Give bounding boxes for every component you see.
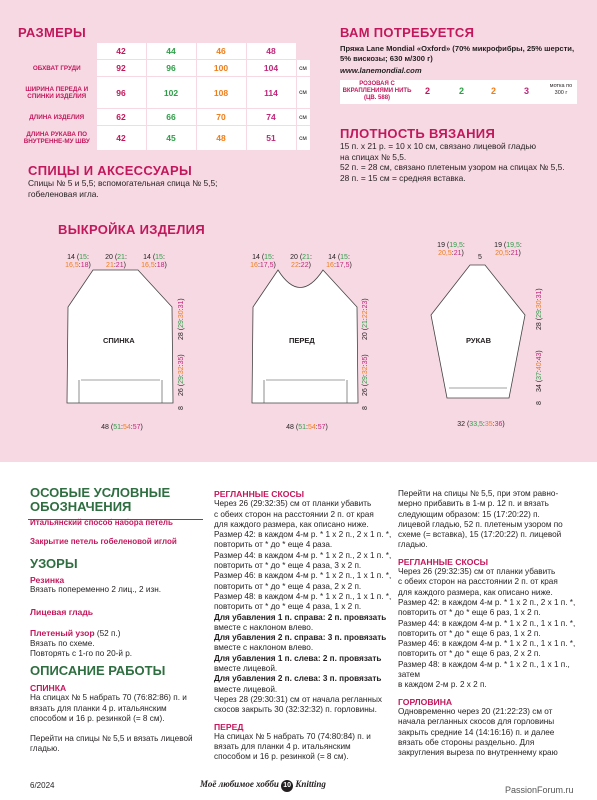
legend-item: Закрытие петель гобеленовой иглой xyxy=(30,537,177,547)
back-title: СПИНКА xyxy=(30,683,67,693)
dim: 19,5 xyxy=(506,242,520,249)
cell: 104 xyxy=(246,60,296,77)
legend-item: Итальянский способ набора петель xyxy=(30,518,173,527)
watermark: PassionForum.ru xyxy=(505,785,574,795)
cell: 108 xyxy=(196,77,246,109)
row-label: ОБХВАТ ГРУДИ xyxy=(32,64,81,72)
text-line: Размер 46: в каждом 4-м р. * 1 х 2 п., 1 х 1 п. *, xyxy=(214,571,392,581)
text-line: Через 28 (29:30:31) см от начала регланных xyxy=(214,694,382,704)
dim: 35 xyxy=(362,356,369,365)
dim: 18 xyxy=(156,262,165,269)
dim: 21 xyxy=(362,320,369,328)
row-label: ДЛИНА РУКАВА ПО ВНУТРЕННЕ-МУ ШВУ xyxy=(23,131,90,145)
cell: 92 xyxy=(96,60,146,77)
density-text xyxy=(340,141,590,183)
text-line: повторить от * до * еще 4 раза, 1 х 2 п. xyxy=(214,602,362,612)
braid-title: Плетеный узор xyxy=(30,627,95,638)
front-top-right: 14 (15: 16:17,5) xyxy=(326,254,352,269)
text-line: закрыть средние 14 (14:16:16) п. и далее xyxy=(398,727,555,737)
yarn-qty-2: 2 xyxy=(491,86,497,96)
text-line: Для убавления 1 п. справа: 2 п. провязать xyxy=(214,612,387,622)
dim: 51 xyxy=(298,424,307,431)
row-label: ШИРИНА ПЕРЕДА И СПИНКИ ИЗДЕЛИЯ xyxy=(25,85,89,100)
text-line: Размер 48: в каждом 4-м р. * 1 х 2 п., 1 х 1 п., затем xyxy=(398,659,570,680)
dim: 21 xyxy=(510,250,519,257)
size-head-1: 44 xyxy=(146,43,196,60)
dim: 31 xyxy=(178,300,185,309)
legend-list xyxy=(30,516,205,548)
dim: 26 xyxy=(362,388,369,396)
text-line: Размер 42: в каждом 4-м р. * 1 х 2 п., 2 х 1 п. *, xyxy=(398,597,576,607)
unit: см xyxy=(296,60,310,77)
text-line: способом и 16 р. резинкой (= 8 см). xyxy=(214,752,349,762)
dim: 14 xyxy=(67,254,75,261)
front-top-left: 14 (15: 16:17,5) xyxy=(250,254,276,269)
dim: 14 xyxy=(143,254,151,261)
density-line: 52 п. = 28 см, связано плетеным узором на спицах № 5,5. xyxy=(340,162,565,172)
unit: см xyxy=(296,77,310,109)
text-line: вместе лицевой. xyxy=(214,664,278,674)
cell: 70 xyxy=(196,109,246,126)
section-name: Knitting xyxy=(295,779,326,789)
dim: 54 xyxy=(307,424,316,431)
dim: 29 xyxy=(536,310,543,318)
dim: 32 xyxy=(178,366,185,375)
text-line: Для убавления 2 п. слева: 3 п. провязать xyxy=(214,674,382,684)
rib-text: Вязать попеременно 2 лиц., 2 изн. xyxy=(30,585,161,595)
text-line: мерно прибавить в 1-м р. 12 п. и вязать xyxy=(398,499,549,509)
dim: 33,5 xyxy=(469,421,483,428)
dim: 15 xyxy=(340,254,348,261)
pattern-title: ВЫКРОЙКА ИЗДЕЛИЯ xyxy=(58,222,205,237)
text-line: вместе с наклоном влево. xyxy=(214,643,314,653)
cell: 45 xyxy=(146,126,196,151)
sleeve-top-mid: 5 xyxy=(478,254,482,261)
dim: 14 xyxy=(328,254,336,261)
dim: 28 xyxy=(178,332,185,340)
dim: 21 xyxy=(117,254,125,261)
raglan-title-2: РЕГЛАННЫЕ СКОСЫ xyxy=(398,556,489,567)
text-line: гладью. xyxy=(398,540,428,550)
yarn-unit: мотка по 300 г xyxy=(549,83,573,96)
text-line: повторить от * до * еще 6 раз, 1 х 2 п. xyxy=(398,628,541,638)
dim: 29 xyxy=(178,376,185,384)
dim: 26 xyxy=(178,388,185,396)
dim: 20 xyxy=(105,254,113,261)
back-line: способом и 16 р. резинкой (= 8 см). xyxy=(30,713,165,723)
back-rib: 8 xyxy=(178,406,185,410)
sleeve-label: РУКАВ xyxy=(466,336,491,345)
text-line: Размер 46: в каждом 4-м р. * 1 х 2 п., 1 х 1 п. *, xyxy=(398,639,576,649)
dim: 16 xyxy=(250,262,258,269)
text-line: схеме (= вставка), 15 (17:20:22) п. лицевой xyxy=(398,530,562,540)
cell: 51 xyxy=(246,126,296,151)
dim: 34 xyxy=(536,384,543,392)
front-title: ПЕРЕД xyxy=(214,721,244,732)
dim: 19,5 xyxy=(449,242,463,249)
dim: 19 xyxy=(437,242,445,249)
magazine-name: Моё любимое хобби xyxy=(200,779,279,789)
cell: 42 xyxy=(96,126,146,151)
size-head-2: 46 xyxy=(196,43,246,60)
front-side: 26 (29:32:35) xyxy=(362,354,369,396)
text-line: с обеих сторон на расстоянии 2 п. от края xyxy=(398,577,558,587)
sizes-title: РАЗМЕРЫ xyxy=(18,25,87,40)
sleeve-top-left: 19 (19,5: 20,5:21) xyxy=(437,242,465,257)
sleeve-raglan: 28 (29:30:31) xyxy=(536,288,543,330)
cell: 48 xyxy=(196,126,246,151)
col3 xyxy=(398,489,588,758)
text-line: Одновременно через 20 (21:22:23) см от xyxy=(398,706,553,716)
dim: 57 xyxy=(317,424,326,431)
text-line: вместе лицевой. xyxy=(214,684,278,694)
back-top-right: 14 (15: 16,5:18) xyxy=(141,254,167,269)
issue-number: 6/2024 xyxy=(30,781,55,790)
text-line: вместе с наклоном влево. xyxy=(214,622,314,632)
unit: см xyxy=(296,126,310,151)
dim: 29 xyxy=(362,376,369,384)
dim: 54 xyxy=(122,424,131,431)
dim: 22 xyxy=(300,262,309,269)
dim: 48 xyxy=(101,424,109,431)
text-line: Через 26 (29:32:35) см от планки убавить xyxy=(398,567,556,577)
dim: 19 xyxy=(494,242,502,249)
density-title: ПЛОТНОСТЬ ВЯЗАНИЯ xyxy=(340,126,496,141)
text-line: вязать обе стороны раздельно. Для xyxy=(398,737,535,747)
dim: 31 xyxy=(536,290,543,299)
dim: 22 xyxy=(291,262,299,269)
cell: 102 xyxy=(146,77,196,109)
dim: 30 xyxy=(178,310,185,319)
cell: 100 xyxy=(196,60,246,77)
text-line: Размер 44: в каждом 4-м р. * 1 х 2 п., 2 х 1 п. *, xyxy=(214,550,392,560)
text-line: Для убавления 2 п. справа: 3 п. провязать xyxy=(214,633,387,643)
back-line: вязать для планки 4 р. итальянским xyxy=(30,703,167,713)
dim: 20 xyxy=(362,332,369,340)
size-head-3: 48 xyxy=(246,43,296,60)
unit: см xyxy=(296,109,310,126)
dim: 51 xyxy=(113,424,122,431)
front-raglan: 20 (21:22:23) xyxy=(362,298,369,340)
patterns-title: УЗОРЫ xyxy=(30,556,78,571)
needles-line: Спицы № 5 и 5,5; вспомогательная спица № 5,5; xyxy=(28,178,218,188)
front-top-mid: 20 (21: 22:22) xyxy=(290,254,312,269)
text-line: повторить от * до * еще 6 раз, 1 х 2 п. xyxy=(398,608,541,618)
text-line: Перейти на спицы № 5,5, при этом равно- xyxy=(398,489,559,498)
dim: 43 xyxy=(536,352,543,361)
dim: 40 xyxy=(536,362,543,371)
back-label: СПИНКА xyxy=(103,336,135,345)
text-line: вязать для планки 4 р. итальянским xyxy=(214,742,351,752)
dim: 30 xyxy=(536,300,543,309)
text-line: закругления выреза по внутреннему краю xyxy=(398,748,558,758)
text-line: Для убавления 1 п. слева: 2 п. провязать xyxy=(214,653,382,663)
dim: 32 xyxy=(457,421,466,428)
sleeve-bottom: 32 (33,5:35:36) xyxy=(457,421,505,428)
text-line: для каждого размера, как описано ниже. xyxy=(398,587,553,597)
text-line: в каждом 2-м р. 2 х 2 п. xyxy=(398,680,487,690)
dim: 16,5 xyxy=(65,262,79,269)
dim: 23 xyxy=(362,300,369,309)
text-line: скосов закрыть 30 (32:32:32) п. горловины. xyxy=(214,705,377,715)
front-rib: 8 xyxy=(362,406,369,410)
needles-text xyxy=(28,178,217,199)
braid-line: Повторять с 1-го по 20-й р. xyxy=(30,649,133,659)
front-bottom: 48 (51:54:57) xyxy=(286,424,328,431)
col2 xyxy=(214,489,394,763)
sleeve-top-right: 19 (19,5: 20,5:21) xyxy=(494,242,522,257)
text-line: На спицах № 5 набрать 70 (74:80:84) п. и xyxy=(214,731,371,741)
yarn-qty-3: 3 xyxy=(524,86,530,96)
back-line: На спицах № 5 набрать 70 (76:82:86) п. и xyxy=(30,693,187,703)
yarn-text: Пряжа Lane Mondial «Oxford» (70% микрофибры, 25% шерсти, 5% вискозы; 630 м/300 г) xyxy=(340,44,575,63)
text-line: лицевой гладью, 52 п. плетеным узором по xyxy=(398,519,563,529)
text-line: следующим образом: 15 (17:20:22) п. xyxy=(398,509,540,519)
cell: 96 xyxy=(146,60,196,77)
needles-line: гобеленовая игла. xyxy=(28,188,99,199)
dim: 14 xyxy=(252,254,260,261)
dim: 35 xyxy=(178,356,185,365)
needles-title: СПИЦЫ И АКСЕССУАРЫ xyxy=(28,163,192,178)
dim: 21 xyxy=(106,262,114,269)
stockinette-title: Лицевая гладь xyxy=(30,606,94,617)
neck-title: ГОРЛОВИНА xyxy=(398,696,453,707)
back-line: Перейти на спицы № 5,5 и вязать лицевой xyxy=(30,734,193,744)
density-line: 28 п. = 15 см = средняя вставка. xyxy=(340,172,466,183)
dim: 20,5 xyxy=(495,250,509,257)
page-number: 10 xyxy=(281,780,293,792)
dim: 21 xyxy=(453,250,462,257)
text-line: для каждого размера, как описано ниже. xyxy=(214,519,369,529)
dim: 48 xyxy=(286,424,294,431)
text-line: повторить от * до * еще 4 раза, 2 х 2 п. xyxy=(214,581,362,591)
dim: 35 xyxy=(484,421,493,428)
dim: 20,5 xyxy=(438,250,452,257)
dim: 21 xyxy=(302,254,310,261)
front-label: ПЕРЕД xyxy=(289,336,315,345)
text-line: Размер 42: в каждом 4-м р. * 1 х 2 п., 2 х 1 п. *, xyxy=(214,530,392,540)
dim: 15 xyxy=(264,254,272,261)
rib-title: Резинка xyxy=(30,575,65,585)
dim: 20 xyxy=(290,254,298,261)
text-line: повторить от * до * еще 6 раз, 2 х 2 п. xyxy=(398,649,541,659)
cell: 62 xyxy=(96,109,146,126)
work-title: ОПИСАНИЕ РАБОТЫ xyxy=(30,663,166,678)
dim: 16 xyxy=(326,262,334,269)
dim: 32 xyxy=(362,366,369,375)
color-label: РОЗОВАЯ С ВКРАПЛЕНИЯМИ НИТЬ (ЦВ. 588) xyxy=(342,81,412,101)
text-line: Размер 44: в каждом 4-м р. * 1 х 2 п., 1 х 1 п. *, xyxy=(398,618,576,628)
dim: 15 xyxy=(155,254,163,261)
needs-title: ВАМ ПОТРЕБУЕТСЯ xyxy=(340,25,475,40)
dim: 17,5 xyxy=(335,262,350,269)
dim: 16,5 xyxy=(141,262,155,269)
back-bottom: 48 (51:54:57) xyxy=(101,424,143,431)
size-head-0: 42 xyxy=(96,43,146,60)
footer-brand xyxy=(200,779,326,792)
legend-title: ОСОБЫЕ УСЛОВНЫЕ ОБОЗНАЧЕНИЯ xyxy=(30,485,171,514)
yarn-qty-0: 2 xyxy=(425,86,431,96)
dim: 15 xyxy=(79,254,87,261)
dim: 36 xyxy=(494,421,503,428)
dim: 57 xyxy=(132,424,141,431)
sleeve-side: 34 (37:40:43) xyxy=(536,350,543,392)
text-line: повторить от * до * еще 4 раза. xyxy=(214,540,333,550)
dim: 17,5 xyxy=(259,262,274,269)
sleeve-rib: 8 xyxy=(536,401,543,405)
back-side: 26 (29:32:35) xyxy=(178,354,185,396)
row-label: ДЛИНА ИЗДЕЛИЯ xyxy=(29,113,85,121)
back-raglan: 28 (29:30:31) xyxy=(178,298,185,340)
dim: 21 xyxy=(115,262,124,269)
sizes-table xyxy=(18,42,311,151)
braid-line: Вязать по схеме. xyxy=(30,639,95,649)
braid-count: (52 п.) xyxy=(96,628,121,638)
dim: 28 xyxy=(536,322,543,330)
dim: 22 xyxy=(362,310,369,319)
yarn-qty-1: 2 xyxy=(459,86,465,96)
text-line: начала регланных скосов для горловины xyxy=(398,717,555,727)
back-line: гладью. xyxy=(30,744,60,754)
patterns-body xyxy=(30,575,205,660)
text-line: с обеих сторон на расстоянии 2 п. от края xyxy=(214,509,374,519)
work-body xyxy=(30,683,205,755)
yarn-url: www.lanemondial.com xyxy=(340,66,422,75)
cell: 74 xyxy=(246,109,296,126)
dim: 29 xyxy=(178,320,185,328)
cell: 114 xyxy=(246,77,296,109)
back-top-left: 14 (15: 16,5:18) xyxy=(65,254,91,269)
cell: 96 xyxy=(96,77,146,109)
text-line: Через 26 (29:32:35) см от планки убавить xyxy=(214,499,372,509)
text-line: Размер 48: в каждом 4-м р. * 1 х 2 п., 1 х 1 п. *, xyxy=(214,591,392,601)
dim: 18 xyxy=(80,262,89,269)
raglan-title: РЕГЛАННЫЕ СКОСЫ xyxy=(214,489,305,499)
cell: 66 xyxy=(146,109,196,126)
back-top-mid: 20 (21: 21:21) xyxy=(105,254,127,269)
density-line: на спицах № 5,5. xyxy=(340,151,407,162)
text-line: повторить от * до * еще 4 раза, 3 х 2 п. xyxy=(214,561,362,571)
density-line: 15 п. х 21 р. = 10 х 10 см, связано лицевой гладью xyxy=(340,141,536,151)
dim: 37 xyxy=(536,372,543,380)
